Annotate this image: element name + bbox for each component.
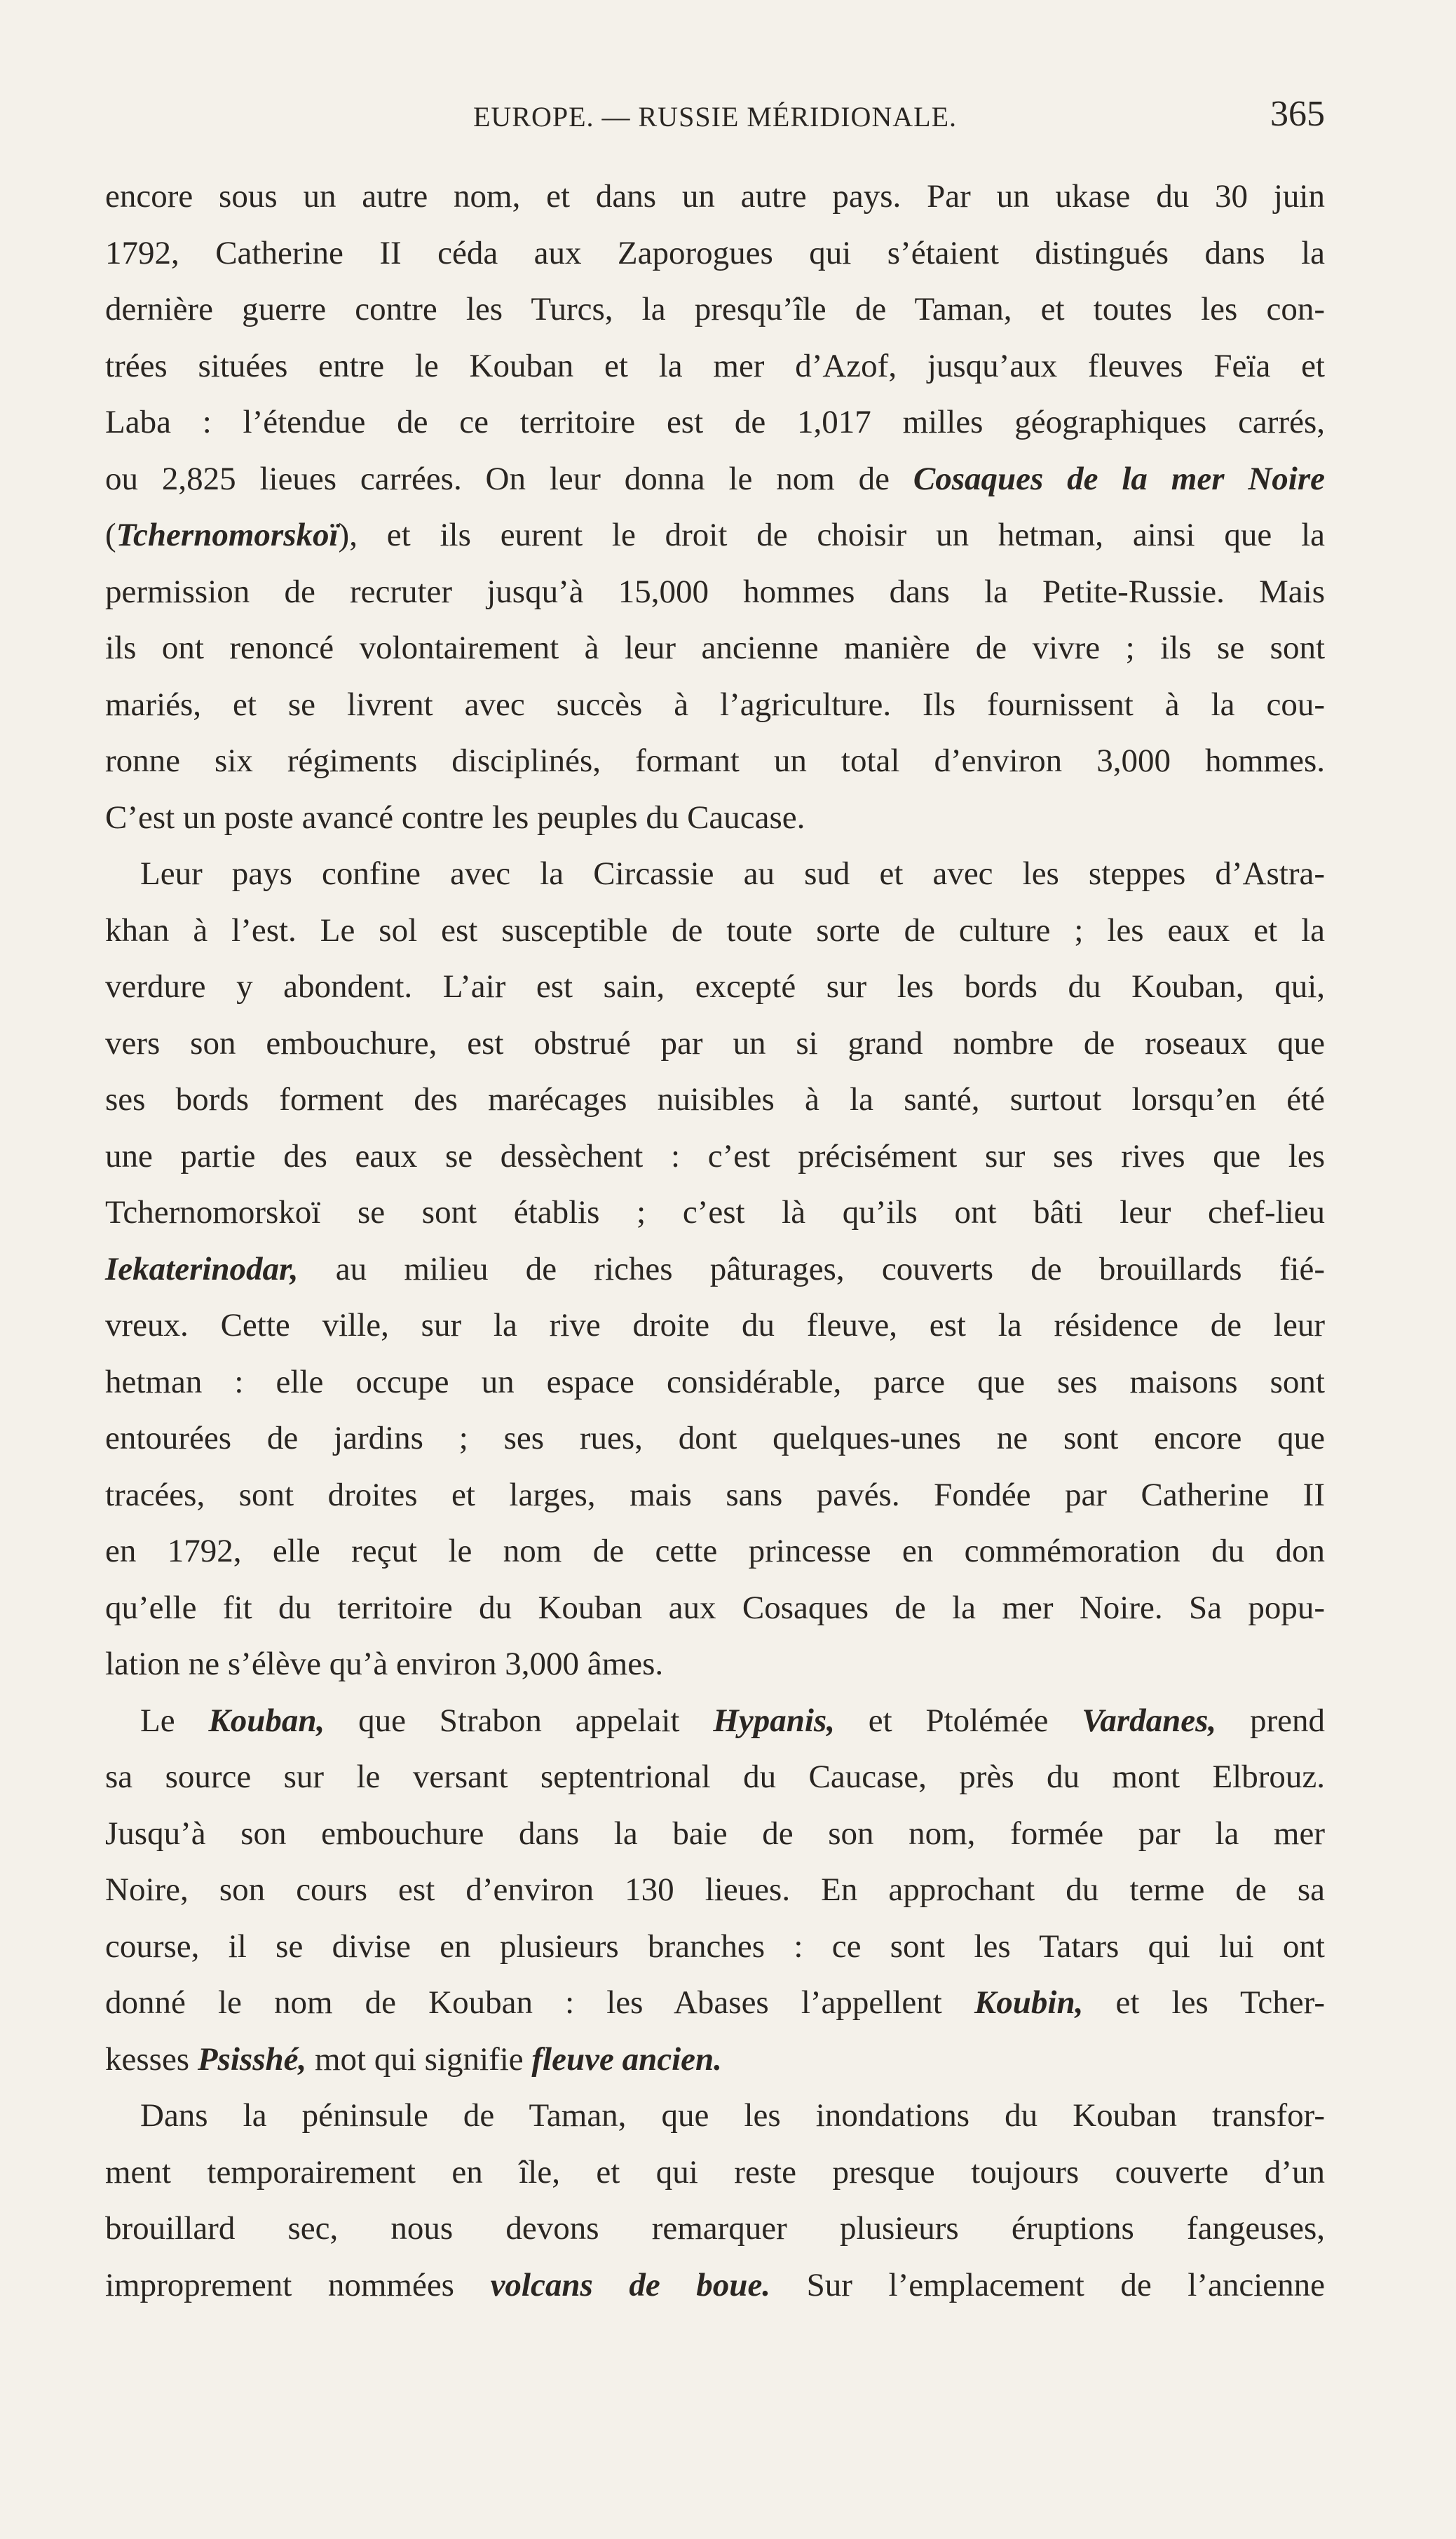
text-line: ils ont renoncé volontairement à leur ancienne manière de vivre ; ils se sont	[105, 630, 1325, 666]
text-run: Le	[140, 1702, 209, 1739]
text-run: au milieu de riches pâturages, couverts de brouillards fié-	[298, 1250, 1325, 1287]
text-line: ment temporairement en île, et qui reste presque toujours couverte d’un	[105, 2153, 1325, 2191]
text-line: hetman : elle occupe un espace considérable, parce que ses maisons sont	[105, 1363, 1325, 1400]
text-line: trées situées entre le Kouban et la mer d’Azof, jusqu’aux fleuves Feïa et	[105, 347, 1325, 384]
text-run: ou 2,825 lieues carrées. On leur donna le nom de	[105, 460, 913, 497]
text-line: vreux. Cette ville, sur la rive droite du fleuve, est la résidence de leur	[105, 1307, 1325, 1343]
text-line: sa source sur le versant septentrional du Caucase, près du mont Elbrouz.	[105, 1759, 1325, 1795]
text-line: ses bords forment des marécages nuisibles à la santé, surtout lorsqu’en été	[105, 1081, 1325, 1118]
text-line	[105, 2257, 1325, 2314]
text-run: et Ptolémée	[834, 1702, 1082, 1739]
emphasis: Cosaques de la mer Noire	[913, 460, 1325, 497]
text-line	[105, 451, 1325, 508]
text-line: Noire, son cours est d’environ 130 lieues. En approchant du terme de sa	[105, 1871, 1325, 1908]
text-run: Sur l’emplacement de l’ancienne	[770, 2266, 1326, 2303]
text-line: permission de recruter jusqu’à 15,000 hommes dans la Petite-Russie. Mais	[105, 573, 1325, 610]
text-line: khan à l’est. Le sol est susceptible de toute sorte de culture ; les eaux et la	[105, 912, 1325, 949]
emphasis: Koubin,	[974, 1984, 1084, 2021]
running-head: EUROPE. — RUSSIE MÉRIDIONALE.	[472, 101, 958, 133]
text-line: Dans la péninsule de Taman, que les inondations du Kouban transfor-	[140, 2097, 1325, 2134]
text-line	[105, 507, 1325, 564]
emphasis: Iekaterinodar,	[105, 1250, 299, 1287]
text-line: une partie des eaux se dessèchent : c’est précisément sur ses rives que les	[105, 1137, 1325, 1174]
text-line: dernière guerre contre les Turcs, la presqu’île de Taman, et toutes les con-	[105, 291, 1325, 327]
text-run: mot qui signifie	[306, 2040, 532, 2078]
page-header	[105, 88, 1325, 144]
text-line: en 1792, elle reçut le nom de cette princesse en commémoration du don	[105, 1533, 1325, 1569]
text-run: donné le nom de Kouban : les Abases l’appellent	[105, 1984, 974, 2021]
text-line: verdure y abondent. L’air est sain, excepté sur les bords du Kouban, qui,	[105, 968, 1325, 1005]
body-text	[105, 168, 1325, 2313]
emphasis: Vardanes,	[1082, 1702, 1217, 1739]
text-line: 1792, Catherine II céda aux Zaporogues qui s’étaient distingués dans la	[105, 234, 1325, 271]
text-run: (	[105, 517, 116, 553]
page-number: 365	[1270, 94, 1325, 134]
text-run: improprement nommées	[105, 2266, 491, 2303]
text-line	[105, 1693, 1325, 1749]
text-line: Tchernomorskoï se sont établis ; c’est là qu’ils ont bâti leur chef-lieu	[105, 1194, 1325, 1231]
emphasis: Kouban,	[208, 1702, 325, 1739]
text-run: prend	[1216, 1702, 1325, 1739]
text-line: vers son embouchure, est obstrué par un si grand nombre de roseaux que	[105, 1024, 1325, 1062]
emphasis: fleuve ancien.	[531, 2040, 722, 2078]
text-line: Laba : l’étendue de ce territoire est de 1,017 milles géographiques carrés,	[105, 404, 1325, 440]
text-run: et les Tcher-	[1083, 1984, 1325, 2021]
emphasis: Psisshé,	[197, 2040, 307, 2078]
text-line: brouillard sec, nous devons remarquer plusieurs éruptions fangeuses,	[105, 2210, 1325, 2247]
text-line: C’est un poste avancé contre les peuples du Caucase.	[105, 799, 805, 836]
text-run: ), et ils eurent le droit de choisir un hetman, ainsi que la	[338, 517, 1325, 553]
text-line: encore sous un autre nom, et dans un autre pays. Par un ukase du 30 juin	[105, 178, 1325, 215]
text-line: tracées, sont droites et larges, mais sans pavés. Fondée par Catherine II	[105, 1476, 1325, 1513]
emphasis: Tchernomorskoï	[116, 517, 339, 553]
text-line: lation ne s’élève qu’à environ 3,000 âmes.	[105, 1646, 664, 1682]
text-line: Jusqu’à son embouchure dans la baie de son nom, formée par la mer	[105, 1815, 1325, 1852]
text-line: entourées de jardins ; ses rues, dont quelques-unes ne sont encore que	[105, 1420, 1325, 1456]
text-line: course, il se divise en plusieurs branches : ce sont les Tatars qui lui ont	[105, 1928, 1325, 1965]
text-line: mariés, et se livrent avec succès à l’agriculture. Ils fournissent à la cou-	[105, 686, 1325, 723]
text-line: qu’elle fit du territoire du Kouban aux Cosaques de la mer Noire. Sa popu-	[105, 1589, 1325, 1626]
text-line: Leur pays confine avec la Circassie au sud et avec les steppes d’Astra-	[140, 855, 1325, 892]
text-line	[105, 1241, 1325, 1298]
text-line	[105, 2031, 1325, 2088]
emphasis: volcans de boue.	[490, 2266, 771, 2303]
emphasis: Hypanis,	[713, 1702, 835, 1739]
text-line	[105, 1975, 1325, 2031]
text-line: ronne six régiments disciplinés, formant un total d’environ 3,000 hommes.	[105, 743, 1325, 779]
text-run: kesses	[105, 2040, 198, 2078]
text-run: que Strabon appelait	[325, 1702, 714, 1739]
